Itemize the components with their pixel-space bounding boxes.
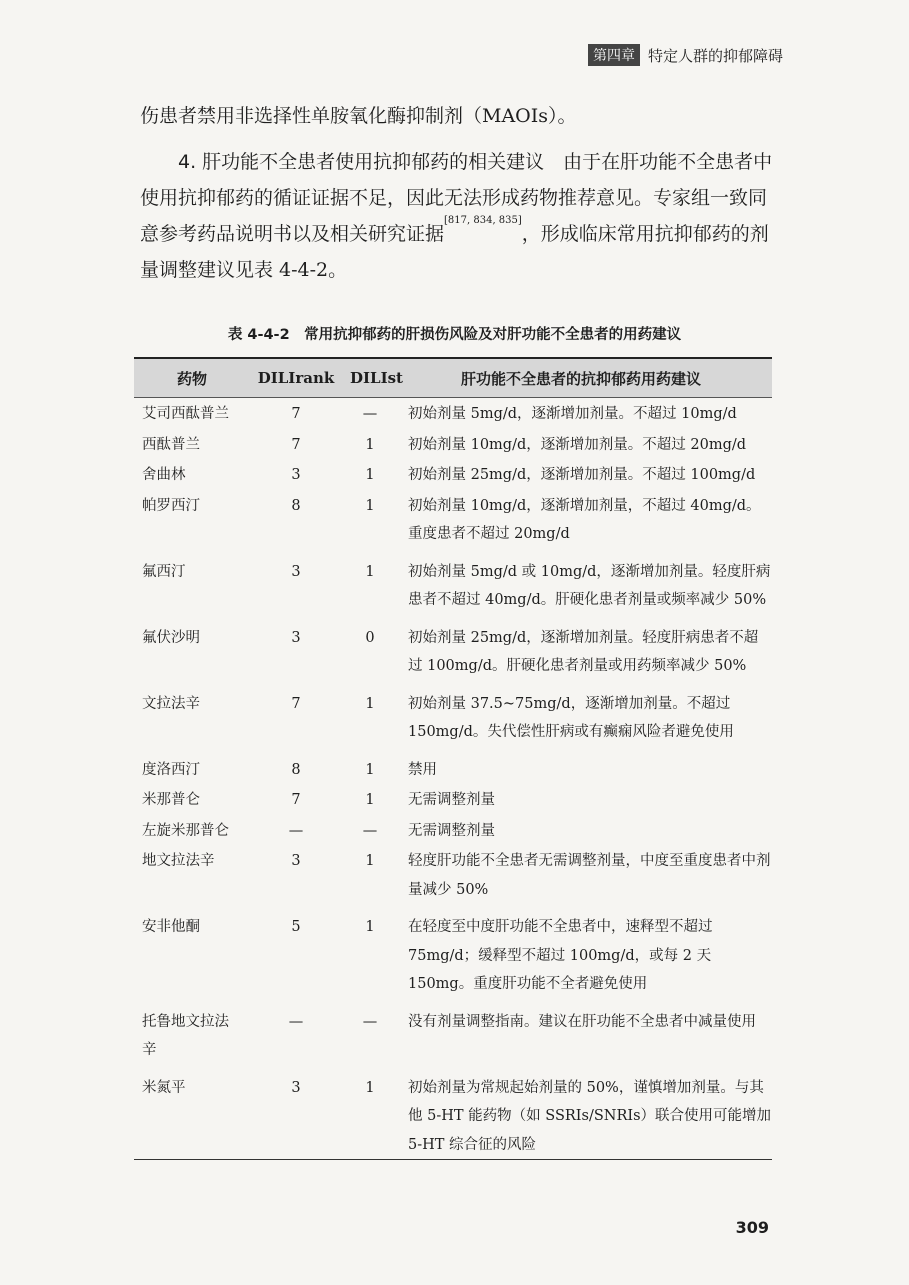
chapter-tag: 第四章 bbox=[588, 44, 640, 66]
table-row bbox=[134, 845, 772, 904]
dilirank-value: 8 bbox=[291, 497, 301, 514]
drug-name: 氟西汀 bbox=[142, 563, 186, 580]
dilirank-value: — bbox=[288, 1013, 304, 1030]
drug-name: 舍曲林 bbox=[142, 467, 186, 483]
dilist-value: 1 bbox=[365, 467, 375, 483]
dilist-value: 1 bbox=[365, 1079, 375, 1096]
drug-name: 氟伏沙明 bbox=[142, 629, 200, 646]
drug-name: 西酞普兰 bbox=[142, 436, 200, 453]
table-row bbox=[134, 429, 772, 460]
table-row bbox=[134, 1072, 772, 1160]
table-bottom-rule bbox=[134, 1159, 772, 1160]
dilirank-value: 7 bbox=[291, 406, 301, 422]
dilist-value: — bbox=[362, 1013, 378, 1030]
dilist-value: 1 bbox=[365, 563, 375, 580]
dilirank-value: 7 bbox=[291, 436, 301, 453]
advice-text: 初始剂量 5mg/d 或 10mg/d，逐渐增加剂量。轻度肝病患者不超过 40mg/d。肝硬化患者剂量或频率减少 50% bbox=[408, 563, 771, 608]
table-row bbox=[134, 911, 772, 999]
dilirank-value: 8 bbox=[291, 761, 301, 778]
dilirank-value: 3 bbox=[291, 563, 301, 580]
advice-text: 初始剂量 25mg/d，逐渐增加剂量。轻度肝病患者不超过 100mg/d。肝硬化患者剂量或用药频率减少 50% bbox=[408, 629, 759, 674]
section-heading: 4. 肝功能不全患者使用抗抑郁药的相关建议 bbox=[178, 151, 545, 173]
advice-text: 没有剂量调整指南。建议在肝功能不全患者中减量使用 bbox=[408, 1013, 756, 1030]
dilist-value: 1 bbox=[365, 695, 375, 712]
table-row bbox=[134, 1006, 772, 1065]
table-body bbox=[134, 398, 772, 1159]
dilirank-value: 3 bbox=[291, 853, 301, 869]
dilirank-value: 3 bbox=[291, 467, 301, 483]
paragraph-2 bbox=[140, 144, 780, 288]
table-row bbox=[134, 556, 772, 615]
dilist-value: 1 bbox=[365, 497, 375, 514]
dosage-table bbox=[134, 357, 772, 1160]
advice-text: 初始剂量 10mg/d，逐渐增加剂量，不超过 40mg/d。重度患者不超过 20mg/d bbox=[408, 497, 761, 542]
dilirank-value: 5 bbox=[291, 919, 301, 935]
advice-text: 初始剂量 10mg/d，逐渐增加剂量。不超过 20mg/d bbox=[408, 436, 747, 453]
paragraph-2-text-b: ，形成临床常用抗抑郁药的剂量调整建议见表 4-4-2。 bbox=[140, 223, 769, 281]
advice-text: 初始剂量为常规起始剂量的 50%，谨慎增加剂量。与其他 5-HT 能药物（如 SSRIs/SNRIs）联合使用可能增加 5-HT 综合征的风险 bbox=[408, 1079, 772, 1153]
advice-text: 禁用 bbox=[408, 761, 437, 778]
drug-name: 地文拉法辛 bbox=[142, 853, 215, 869]
table-row bbox=[134, 398, 772, 429]
drug-name: 安非他酮 bbox=[142, 919, 200, 935]
dilist-value: — bbox=[362, 822, 378, 839]
advice-text: 无需调整剂量 bbox=[408, 792, 495, 808]
drug-name: 米氮平 bbox=[142, 1079, 186, 1096]
table-row bbox=[134, 784, 772, 815]
dilirank-value: 7 bbox=[291, 695, 301, 712]
dilist-value: 1 bbox=[365, 853, 375, 869]
table-row bbox=[134, 490, 772, 549]
dilirank-value: — bbox=[288, 822, 304, 839]
table-row bbox=[134, 622, 772, 681]
drug-name: 米那普仑 bbox=[142, 792, 200, 808]
dilist-value: 1 bbox=[365, 761, 375, 778]
dilist-value: — bbox=[362, 406, 378, 422]
advice-text: 初始剂量 25mg/d，逐渐增加剂量。不超过 100mg/d bbox=[408, 467, 756, 483]
advice-text: 无需调整剂量 bbox=[408, 822, 495, 839]
header-dilirank: DILIrank bbox=[257, 369, 335, 387]
advice-text: 初始剂量 5mg/d，逐渐增加剂量。不超过 10mg/d bbox=[408, 406, 737, 422]
header-dilist: DILIst bbox=[350, 369, 403, 387]
advice-text: 轻度肝功能不全患者无需调整剂量，中度至重度患者中剂量减少 50% bbox=[408, 853, 771, 898]
drug-name: 文拉法辛 bbox=[142, 695, 200, 712]
running-head bbox=[588, 44, 783, 66]
drug-name: 帕罗西汀 bbox=[142, 497, 200, 514]
drug-name: 艾司西酞普兰 bbox=[142, 406, 229, 422]
header-advice: 肝功能不全患者的抗抑郁药用药建议 bbox=[460, 369, 701, 388]
table-row bbox=[134, 754, 772, 785]
advice-text: 初始剂量 37.5~75mg/d，逐渐增加剂量。不超过 150mg/d。失代偿性肝病或有癫痫风险者避免使用 bbox=[408, 695, 734, 740]
header-drug: 药物 bbox=[176, 369, 207, 388]
dilirank-value: 7 bbox=[291, 792, 301, 808]
advice-text: 在轻度至中度肝功能不全患者中，速释型不超过 75mg/d；缓释型不超过 100mg/d，或每 2 天 150mg。重度肝功能不全者避免使用 bbox=[408, 919, 713, 992]
dilist-value: 1 bbox=[365, 436, 375, 453]
table-row bbox=[134, 815, 772, 846]
dilist-value: 1 bbox=[365, 919, 375, 935]
dilirank-value: 3 bbox=[291, 1079, 301, 1096]
dilirank-value: 3 bbox=[291, 629, 301, 646]
paragraph-1: 伤患者禁用非选择性单胺氧化酶抑制剂（MAOIs）。 bbox=[140, 105, 577, 127]
dilist-value: 1 bbox=[365, 792, 375, 808]
table-row bbox=[134, 688, 772, 747]
chapter-title: 特定人群的抑郁障碍 bbox=[647, 46, 783, 65]
table-caption: 表 4-4-2 常用抗抑郁药的肝损伤风险及对肝功能不全患者的用药建议 bbox=[227, 327, 682, 343]
table-row bbox=[134, 459, 772, 490]
drug-name: 度洛西汀 bbox=[142, 761, 200, 778]
table-header bbox=[134, 357, 772, 398]
citation-ref: [817, 834, 835] bbox=[444, 215, 522, 226]
paragraph-2-text-a: 由于在肝功能不全患者中使用抗抑郁药的循证证据不足，因此无法形成药物推荐意见。专家组一致同意参考药品说明书以及相关研究证据 bbox=[140, 151, 773, 245]
drug-name: 托鲁地文拉法辛 bbox=[142, 1013, 229, 1058]
dilist-value: 0 bbox=[365, 629, 375, 646]
page-number: 309 bbox=[735, 1218, 769, 1237]
drug-name: 左旋米那普仑 bbox=[142, 822, 229, 839]
